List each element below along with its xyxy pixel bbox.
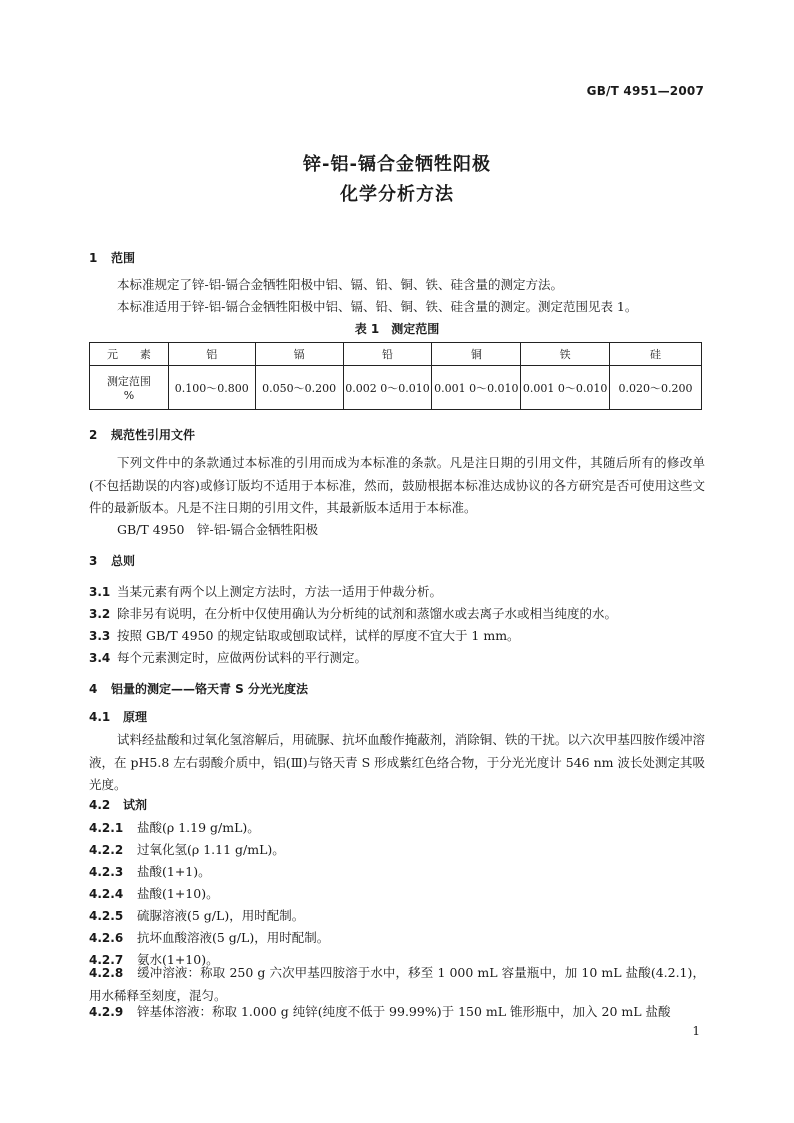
clause-text: 过氧化氢(ρ 1.11 g/mL)。 [137,842,285,857]
clause-number: 4.2.7 [89,953,124,967]
clause-text: 每个元素测定时，应做两份试料的平行测定。 [117,650,368,665]
table-row-header [90,366,169,410]
table-cell-range: 0.050～0.200 [255,366,343,410]
section-number: 4.1 [89,710,111,724]
subsection-4-2-heading [89,796,147,813]
table-row-header: 元 素 [90,343,169,366]
reagent-4-2-3 [89,862,705,880]
table-1 [89,342,702,410]
section-2-reference: GB/T 4950 锌-铝-镉合金牺牲阳极 [117,522,318,537]
table-cell-range: 0.001 0～0.010 [521,366,610,410]
reagent-4-2-2 [89,840,705,858]
reagent-4-2-4 [89,884,705,902]
section-1-heading [89,249,135,266]
clause-number: 3.1 [89,585,111,599]
clause-3-4 [89,648,705,666]
table-cell-element: 铅 [343,343,432,366]
clause-number: 4.2.5 [89,909,124,923]
section-number: 3 [89,554,98,568]
document-title-line1: 锌-铝-镉合金牺牲阳极 [303,154,491,175]
section-4-heading [89,680,308,697]
reagent-4-2-6 [89,928,705,946]
table-row-ranges [90,366,702,410]
range-header-unit: % [123,389,135,402]
clause-number: 4.2.4 [89,887,124,901]
table-row-elements [90,343,702,366]
reagent-4-2-1 [89,818,705,836]
section-title: 铝量的测定——铬天青 S 分光光度法 [111,682,308,696]
table-cell-element: 硅 [610,343,702,366]
table-cell-element: 铜 [432,343,521,366]
table-cell-range: 0.020～0.200 [610,366,702,410]
table-cell-range: 0.002 0～0.010 [343,366,432,410]
section-number: 1 [89,251,98,265]
table-cell-range: 0.100～0.800 [168,366,255,410]
clause-text: 按照 GB/T 4950 的规定钻取或刨取试样，试样的厚度不宜大于 1 mm。 [117,628,520,643]
section-number: 4 [89,682,98,696]
clause-text: 当某元素有两个以上测定方法时，方法一适用于仲裁分析。 [117,584,443,599]
clause-number: 3.2 [89,607,111,621]
clause-3-3 [89,626,705,644]
section-1-paragraph-2: 本标准适用于锌-铝-镉合金牺牲阳极中铝、镉、铅、铜、铁、硅含量的测定。测定范围见表 1。 [117,299,638,314]
table-1-caption: 表 1 测定范围 [354,322,440,336]
page-number: 1 [692,1024,700,1038]
reagent-4-2-8 [89,962,705,1007]
clause-number: 4.2.8 [89,966,124,980]
clause-number: 4.2.6 [89,931,124,945]
clause-number: 4.2.1 [89,821,124,835]
section-number: 4.2 [89,798,111,812]
subsection-4-1-paragraph: 试料经盐酸和过氧化氢溶解后，用硫脲、抗坏血酸作掩蔽剂，消除铜、铁的干扰。以六次甲基四胺作缓冲溶液，在 pH5.8 左右弱酸介质中，铝(Ⅲ)与铬天青 S 形成紫红色络合物，于分光光度计 546 nm 波长处测定其吸光度。 [89,732,705,792]
subsection-4-1-heading [89,708,147,725]
clause-text: 氨水(1+10)。 [137,952,219,967]
standard-number: GB/T 4951—2007 [586,84,704,98]
table-cell-range: 0.001 0～0.010 [432,366,521,410]
section-title: 原理 [123,710,148,724]
section-3-heading [89,552,135,569]
clause-text: 缓冲溶液：称取 250 g 六次甲基四胺溶于水中，移至 1 000 mL 容量瓶中，加 10 mL 盐酸(4.2.1)，用水稀释至刻度，混匀。 [89,965,705,1003]
range-header-label: 测定范围 [106,375,151,388]
clause-text: 除非另有说明，在分析中仅使用确认为分析纯的试剂和蒸馏水或去离子水或相当纯度的水。 [117,606,618,621]
section-title: 总则 [111,554,136,568]
clause-number: 3.4 [89,651,111,665]
document-title-line2: 化学分析方法 [340,184,454,205]
clause-3-2 [89,604,705,622]
reagent-4-2-5 [89,906,705,924]
clause-text: 盐酸(1+10)。 [137,886,219,901]
clause-text: 硫脲溶液(5 g/L)，用时配制。 [137,908,305,923]
section-2-heading [89,426,195,443]
section-title: 范围 [111,251,136,265]
table-cell-element: 铝 [168,343,255,366]
clause-3-1 [89,582,705,600]
section-2-paragraph: 下列文件中的条款通过本标准的引用而成为本标准的条款。凡是注日期的引用文件，其随后所有的修改单(不包括勘误的内容)或修订版均不适用于本标准，然而，鼓励根据本标准达成协议的各方研究是否可使用这些文件的最新版本。凡是不注日期的引用文件，其最新版本适用于本标准。 [89,455,705,515]
clause-text: 抗坏血酸溶液(5 g/L)，用时配制。 [137,930,330,945]
clause-text: 锌基体溶液：称取 1.000 g 纯锌(纯度不低于 99.99%)于 150 mL 锥形瓶中，加入 20 mL 盐酸 [137,1004,671,1019]
reagent-4-2-9 [89,1002,705,1020]
section-1-paragraph-1: 本标准规定了锌-铝-镉合金牺牲阳极中铝、镉、铅、铜、铁、硅含量的测定方法。 [117,277,563,292]
table-cell-element: 镉 [255,343,343,366]
section-title: 试剂 [123,798,148,812]
section-title: 规范性引用文件 [111,428,196,442]
clause-number: 4.2.9 [89,1005,124,1019]
table-cell-element: 铁 [521,343,610,366]
clause-text: 盐酸(1+1)。 [137,864,211,879]
clause-number: 3.3 [89,629,111,643]
clause-text: 盐酸(ρ 1.19 g/mL)。 [137,820,260,835]
clause-number: 4.2.2 [89,843,124,857]
clause-number: 4.2.3 [89,865,124,879]
section-number: 2 [89,428,98,442]
